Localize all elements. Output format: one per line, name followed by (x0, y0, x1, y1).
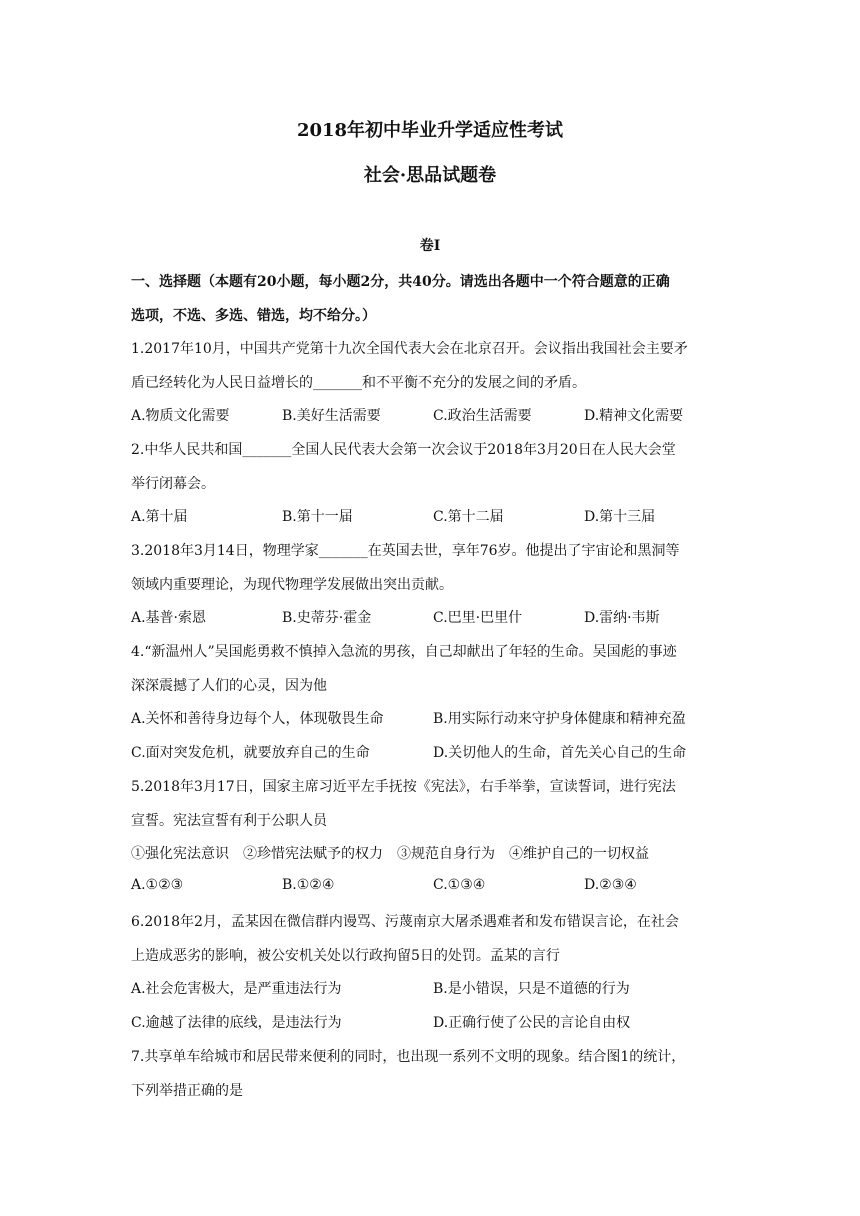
question-5-stem-cont: 宣誓。宪法宣誓有利于公职人员 (131, 813, 327, 829)
question-1-stem-cont: 盾已经转化为人民日益增长的_______和不平衡不充分的发展之间的矛盾。 (131, 375, 586, 391)
q4-option-d: D.关切他人的生命，首先关心自己的生命 (433, 745, 687, 761)
question-7-stem-cont: 下列举措正确的是 (131, 1083, 243, 1099)
q1-option-c: C.政治生活需要 (433, 408, 532, 424)
question-3-stem: 3.2018年3月14日，物理学家_______在英国去世，享年76岁。他提出了宇宙论和黑洞等 (131, 543, 680, 559)
question-5-statements: ①强化宪法意识 ②珍惜宪法赋予的权力 ③规范自身行为 ④维护自己的一切权益 (131, 846, 649, 862)
question-2-stem: 2.中华人民共和国_______全国人民代表大会第一次会议于2018年3月20日在人民大会堂 (131, 442, 676, 458)
q6-option-a: A.社会危害极大，是严重违法行为 (131, 981, 342, 997)
q2-option-a: A.第十届 (131, 509, 188, 525)
question-4-stem: 4.“新温州人”吴国彪勇救不慎掉入急流的男孩，自己却献出了年轻的生命。吴国彪的事迹 (131, 644, 677, 660)
question-6-stem-cont: 上造成恶劣的影响，被公安机关处以行政拘留5日的处罚。孟某的言行 (131, 948, 560, 964)
section-heading-cont: 选项，不选、多选、错选，均不给分。） (131, 308, 376, 324)
question-2-stem-cont: 举行闭幕会。 (131, 476, 215, 492)
q3-option-a: A.基普·索恩 (131, 610, 207, 626)
q5-option-a: A.①②③ (131, 877, 184, 893)
q3-option-d: D.雷纳·韦斯 (584, 610, 660, 626)
q5-option-b: B.①②④ (282, 877, 335, 893)
section-heading: 一、选择题（本题有20小题，每小题2分，共40分。请选出各题中一个符合题意的正确 (131, 274, 670, 290)
q3-option-c: C.巴里·巴里什 (433, 610, 523, 626)
q2-option-d: D.第十三届 (584, 509, 656, 525)
q4-option-c: C.面对突发危机，就要放弃自己的生命 (131, 745, 370, 761)
q6-option-c: C.逾越了法律的底线，是违法行为 (131, 1015, 342, 1031)
q6-option-b: B.是小错误，只是不道德的行为 (433, 981, 630, 997)
exam-title: 2018年初中毕业升学适应性考试 (296, 120, 564, 141)
q2-option-b: B.第十一届 (282, 509, 353, 525)
q4-option-b: B.用实际行动来守护身体健康和精神充盈 (433, 711, 686, 727)
q1-option-a: A.物质文化需要 (131, 408, 230, 424)
question-6-stem: 6.2018年2月，孟某因在微信群内谩骂、污蔑南京大屠杀遇难者和发布错误言论，在社会 (131, 914, 679, 930)
q1-option-d: D.精神文化需要 (584, 408, 684, 424)
question-4-stem-cont: 深深震撼了人们的心灵，因为他 (131, 678, 327, 694)
question-7-stem: 7.共享单车给城市和居民带来便利的同时，也出现一系列不文明的现象。结合图1的统计， (131, 1049, 686, 1065)
question-3-stem-cont: 领域内重要理论，为现代物理学发展做出突出贡献。 (131, 577, 453, 593)
q5-option-d: D.②③④ (584, 877, 637, 893)
q6-option-d: D.正确行使了公民的言论自由权 (433, 1015, 631, 1031)
q3-option-b: B.史蒂芬·霍金 (282, 610, 372, 626)
q1-option-b: B.美好生活需要 (282, 408, 381, 424)
q2-option-c: C.第十二届 (433, 509, 504, 525)
q5-option-c: C.①③④ (433, 877, 486, 893)
q4-option-a: A.关怀和善待身边每个人，体现敬畏生命 (131, 711, 384, 727)
volume-label: 卷Ⅰ (419, 238, 441, 254)
question-1-stem: 1.2017年10月，中国共产党第十九次全国代表大会在北京召开。会议指出我国社会主要矛 (131, 341, 688, 357)
question-5-stem: 5.2018年3月17日，国家主席习近平左手抚按《宪法》，右手举拳，宣读誓词，进行宪法 (131, 779, 676, 795)
exam-subtitle: 社会·思品试题卷 (363, 165, 497, 186)
